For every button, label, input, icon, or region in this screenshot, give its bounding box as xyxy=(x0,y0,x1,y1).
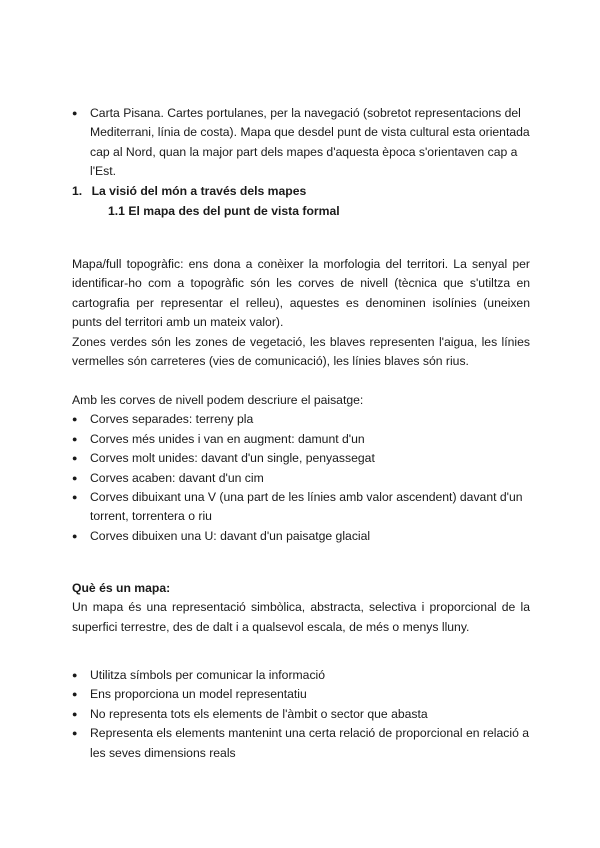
list-item: ● Corves dibuixant una V (una part de les línies amb valor ascendent) davant d'un torrent, torrentera o riu xyxy=(72,488,530,527)
map-characteristics-list xyxy=(72,666,530,763)
topo-paragraph-1: Mapa/full topogràfic: ens dona a conèixer la morfologia del territori. La senyal per identificar-ho com a topogràfic són les corves de nivell (tècnica que s'utiltza en cartografia per representar el relleu), aquestes es denominen isolínies (uneixen punts del territori amb un mateix valor). xyxy=(72,257,530,330)
map-def-text: Un mapa és una representació simbòlica, abstracta, selectiva i proporcional de la superfici terrestre, des de dalt i a qualsevol escala, de més o menys lluny. xyxy=(72,600,530,634)
subsection-heading: 1.1 El mapa des del punt de vista formal xyxy=(108,204,340,218)
intro-list xyxy=(72,104,530,182)
topo-paragraph-2: Zones verdes són les zones de vegetació, les blaves representen l'aigua, les línies vermelles són carreteres (vies de comunicació), les línies blaves són rius. xyxy=(72,334,530,369)
list-item: ● Corves dibuixen una U: davant d'un paisatge glacial xyxy=(72,527,530,546)
map-def-title: Què és un mapa: xyxy=(72,581,171,595)
section-heading xyxy=(72,182,530,201)
contour-intro: Amb les corves de nivell podem descriure el paisatge: xyxy=(72,393,364,407)
list-item: ● Corves més unides i van en augment: damunt d'un xyxy=(72,430,530,449)
section-title: La visió del món a través dels mapes xyxy=(91,184,307,198)
list-item: ● Corves molt unides: davant d'un single, penyassegat xyxy=(72,449,530,468)
intro-bullet: ● Carta Pisana. Cartes portulanes, per la navegació (sobretot representacions del Mediterrani, línia de costa). Mapa que desdel punt de vista cultural esta orientada cap al Nord, quan la major part dels mapes d'aquesta època s'orientaven cap a l'Est. xyxy=(72,104,530,182)
topo-section xyxy=(72,255,530,371)
section-number: 1. xyxy=(72,184,83,198)
list-item: ● No representa tots els elements de l'àmbit o sector que abasta xyxy=(72,705,530,724)
list-item: ● Corves acaben: davant d'un cim xyxy=(72,469,530,488)
list-item: ● Ens proporciona un model representatiu xyxy=(72,685,530,704)
map-definition xyxy=(72,579,530,637)
contour-section xyxy=(72,391,530,546)
contour-list xyxy=(72,410,530,546)
list-item: ● Representa els elements mantenint una certa relació de proporcional en relació a les seves dimensions reals xyxy=(72,724,530,763)
list-item: ● Utilitza símbols per comunicar la informació xyxy=(72,666,530,685)
list-item: ● Corves separades: terreny pla xyxy=(72,410,530,429)
